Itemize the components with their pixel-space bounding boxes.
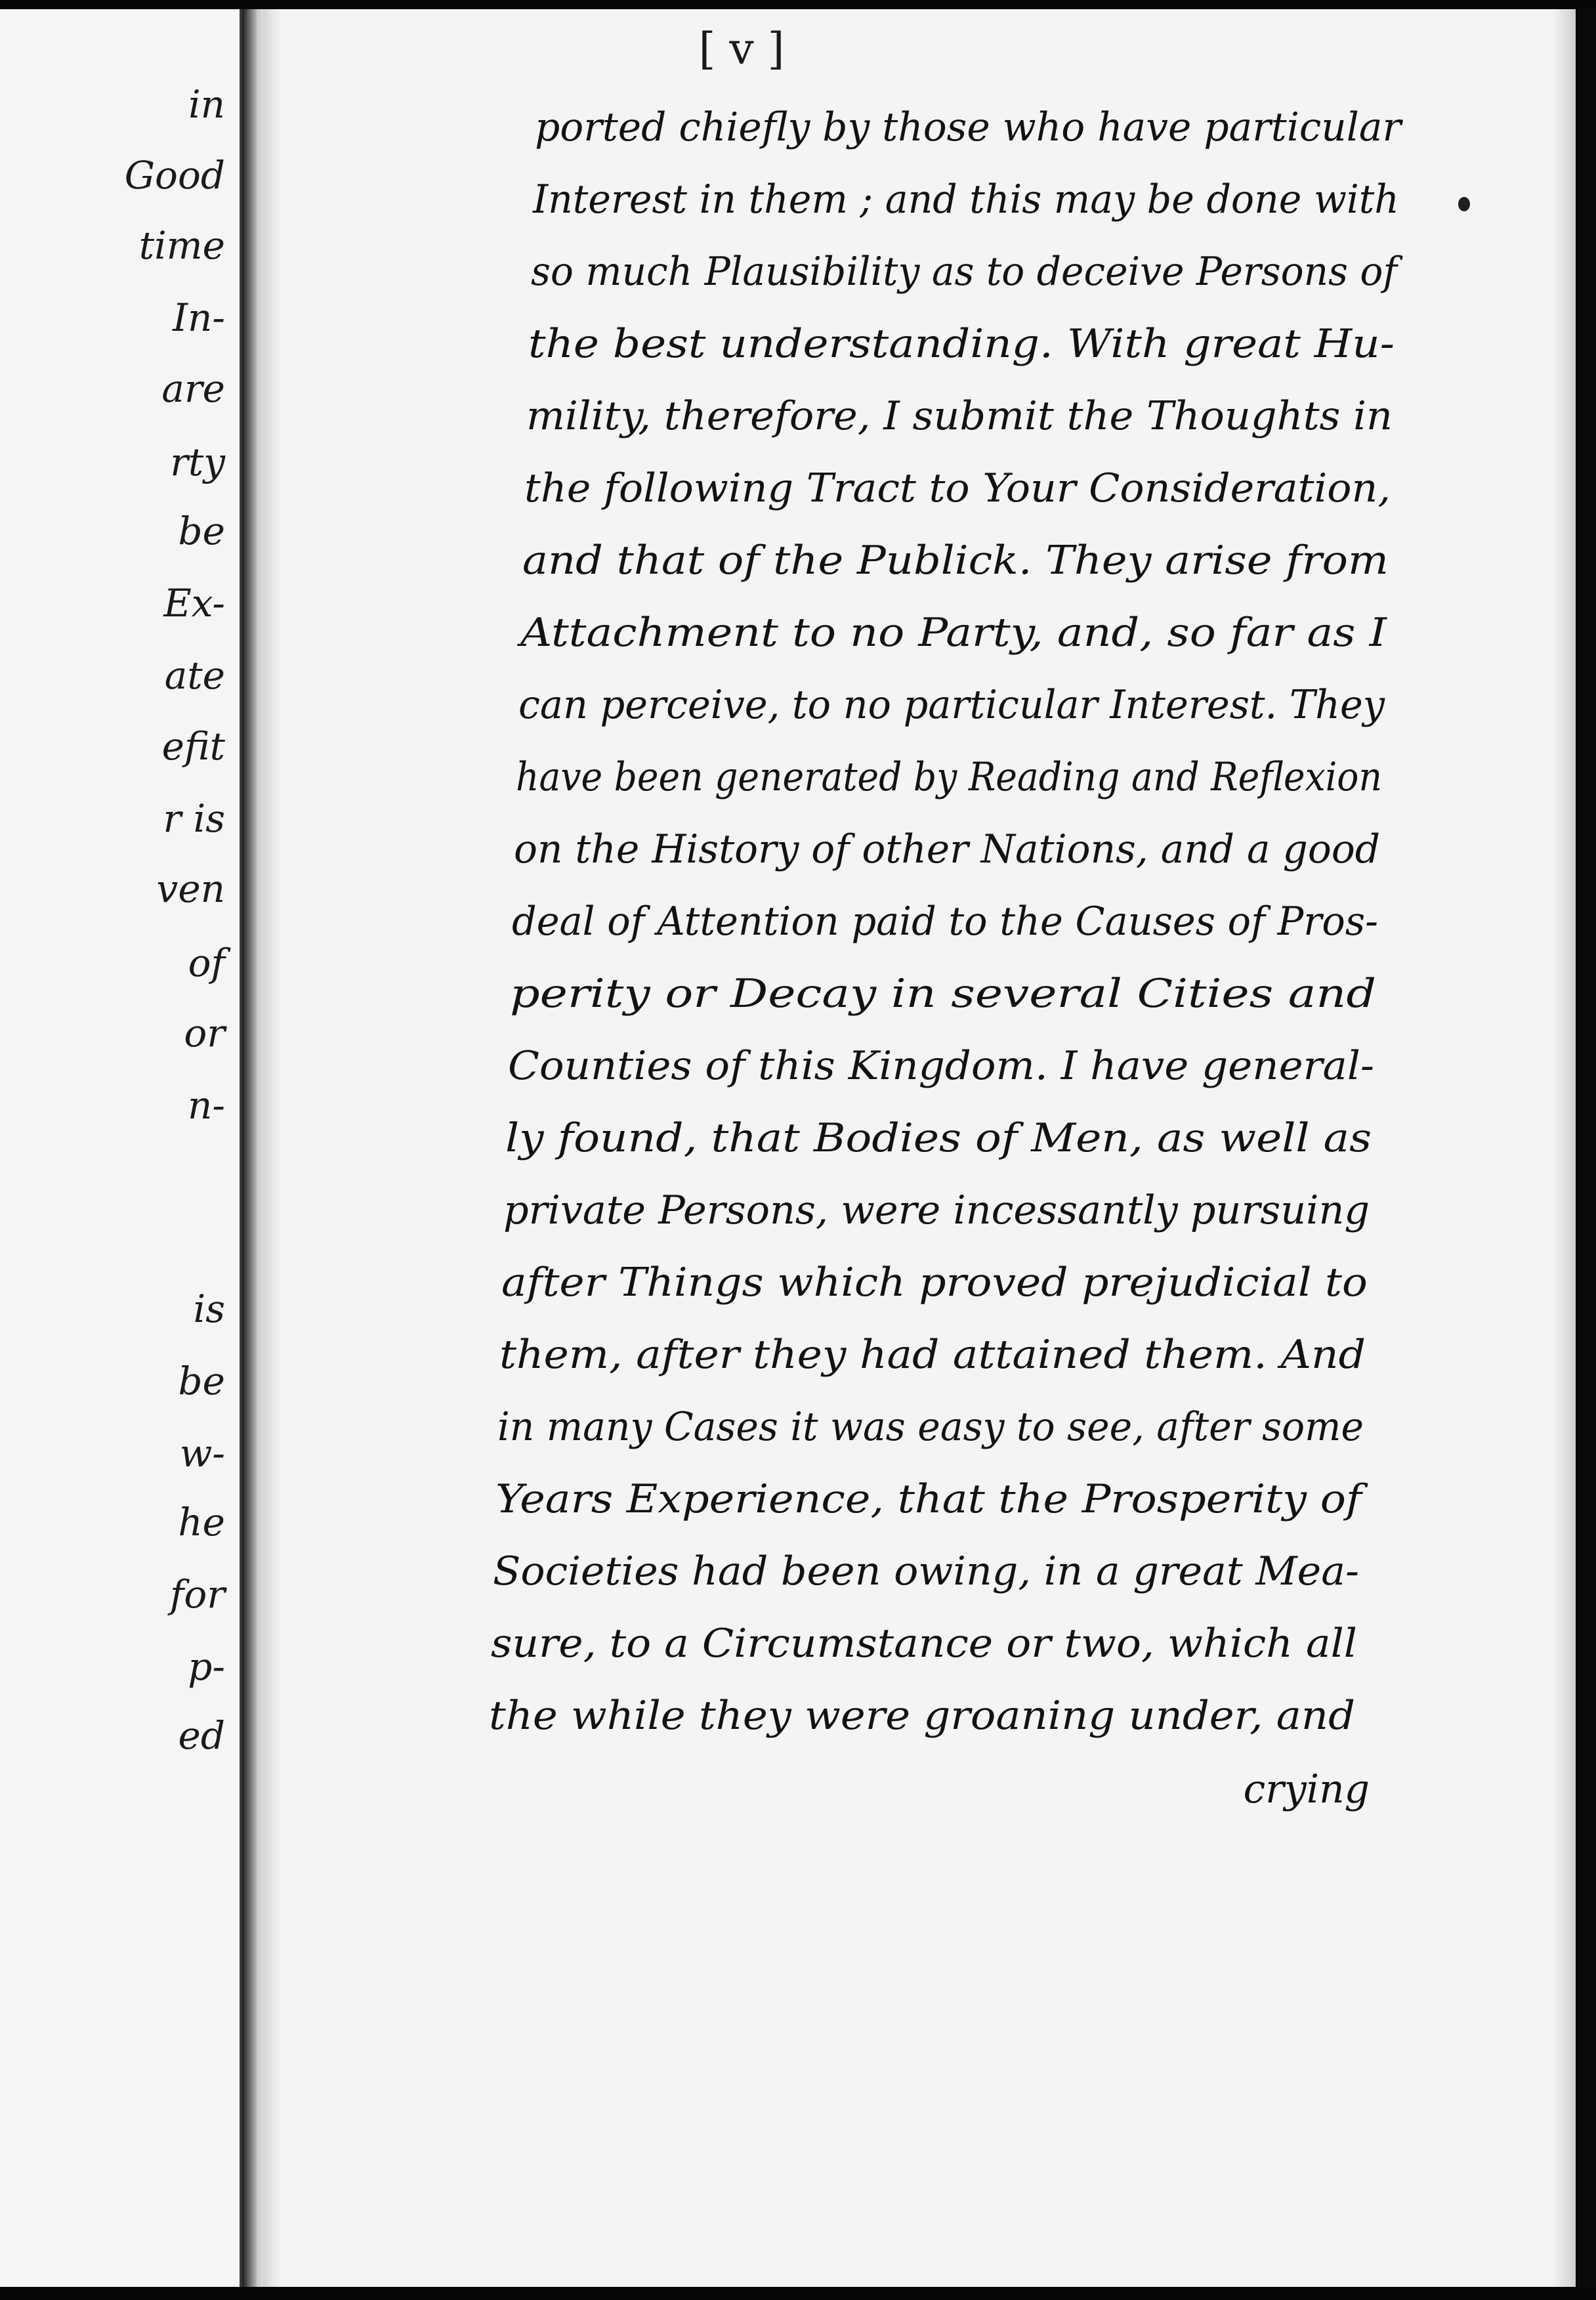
left-page-line-fragment: he: [178, 1500, 225, 1544]
left-page-line-fragment: r is: [163, 796, 225, 841]
left-page-line-fragment: time: [138, 223, 225, 268]
body-text-line: Years Experience, that the Prosperity of: [495, 1476, 1362, 1522]
body-text-line: Interest in them ; and this may be done with: [533, 177, 1399, 223]
left-page-line-fragment: be: [178, 509, 225, 553]
left-page-line-fragment: in: [188, 82, 225, 127]
body-text-line: private Persons, were incessantly pursuing: [503, 1187, 1370, 1233]
body-text-line: Attachment to no Party, and, so far as I: [520, 610, 1387, 656]
left-page-line-fragment: p-: [188, 1644, 225, 1689]
catchword: crying: [1243, 1766, 1370, 1812]
body-text-line: the following Tract to Your Consideration,: [524, 465, 1391, 511]
page-edge-shadow: [1552, 9, 1576, 2287]
left-page-line-fragment: ate: [164, 653, 225, 698]
left-page-line-fragment: ed: [178, 1713, 225, 1758]
left-page-line-fragment: efit: [161, 724, 225, 769]
left-page-line-fragment: In-: [173, 295, 225, 340]
body-text-line: ported chiefly by those who have particular: [535, 104, 1402, 150]
body-text-line: have been generated by Reading and Reflexion: [516, 754, 1382, 800]
body-text-line: and that of the Publick. They arise from: [522, 538, 1389, 584]
left-page-line-fragment: rty: [170, 440, 225, 484]
body-text-line: Counties of this Kingdom. I have general-: [508, 1043, 1375, 1089]
body-text-line: the while they were groaning under, and: [489, 1693, 1356, 1739]
left-page-line-fragment: Good: [124, 153, 225, 198]
left-page-line-fragment: of: [188, 941, 225, 985]
body-text-line: mility, therefore, I submit the Thoughts in: [526, 393, 1393, 439]
body-text-line: them, after they had attained them. And: [499, 1332, 1366, 1378]
book-gutter: [242, 9, 257, 2287]
body-text-line: ly found, that Bodies of Men, as well as: [505, 1115, 1372, 1161]
left-page-line-fragment: Ex-: [163, 581, 225, 626]
left-page-line-fragment: or: [184, 1011, 225, 1055]
left-page-line-fragment: w-: [179, 1431, 225, 1476]
body-text-line: on the History of other Nations, and a good: [514, 826, 1381, 872]
body-text-line: deal of Attention paid to the Causes of Pros-: [512, 899, 1379, 945]
dark-background-strip: [1576, 9, 1596, 2287]
page-number: [ v ]: [698, 24, 785, 74]
body-text-line: the best understanding. With great Hu-: [528, 321, 1395, 367]
left-page-line-fragment: is: [193, 1287, 225, 1331]
left-page-line-fragment: for: [169, 1572, 225, 1617]
body-text-line: Societies had been owing, in a great Mea-: [493, 1548, 1359, 1594]
body-text-line: after Things which proved prejudicial to: [501, 1260, 1368, 1306]
body-text-line: sure, to a Circumstance or two, which all: [491, 1621, 1357, 1667]
body-text-line: so much Plausibility as to deceive Persons of: [531, 249, 1398, 295]
page-crease: [261, 9, 266, 2287]
left-page-line-fragment: ven: [156, 866, 225, 911]
body-text-line: perity or Decay in several Cities and: [510, 971, 1376, 1017]
body-text-line: in many Cases it was easy to see, after some: [497, 1404, 1364, 1450]
left-page: [0, 9, 242, 2287]
ink-speck: [1458, 197, 1470, 211]
left-page-line-fragment: are: [161, 366, 225, 411]
body-text-line: can perceive, to no particular Interest. They: [518, 682, 1385, 728]
left-page-line-fragment: n-: [188, 1083, 225, 1128]
left-page-line-fragment: be: [178, 1359, 225, 1403]
